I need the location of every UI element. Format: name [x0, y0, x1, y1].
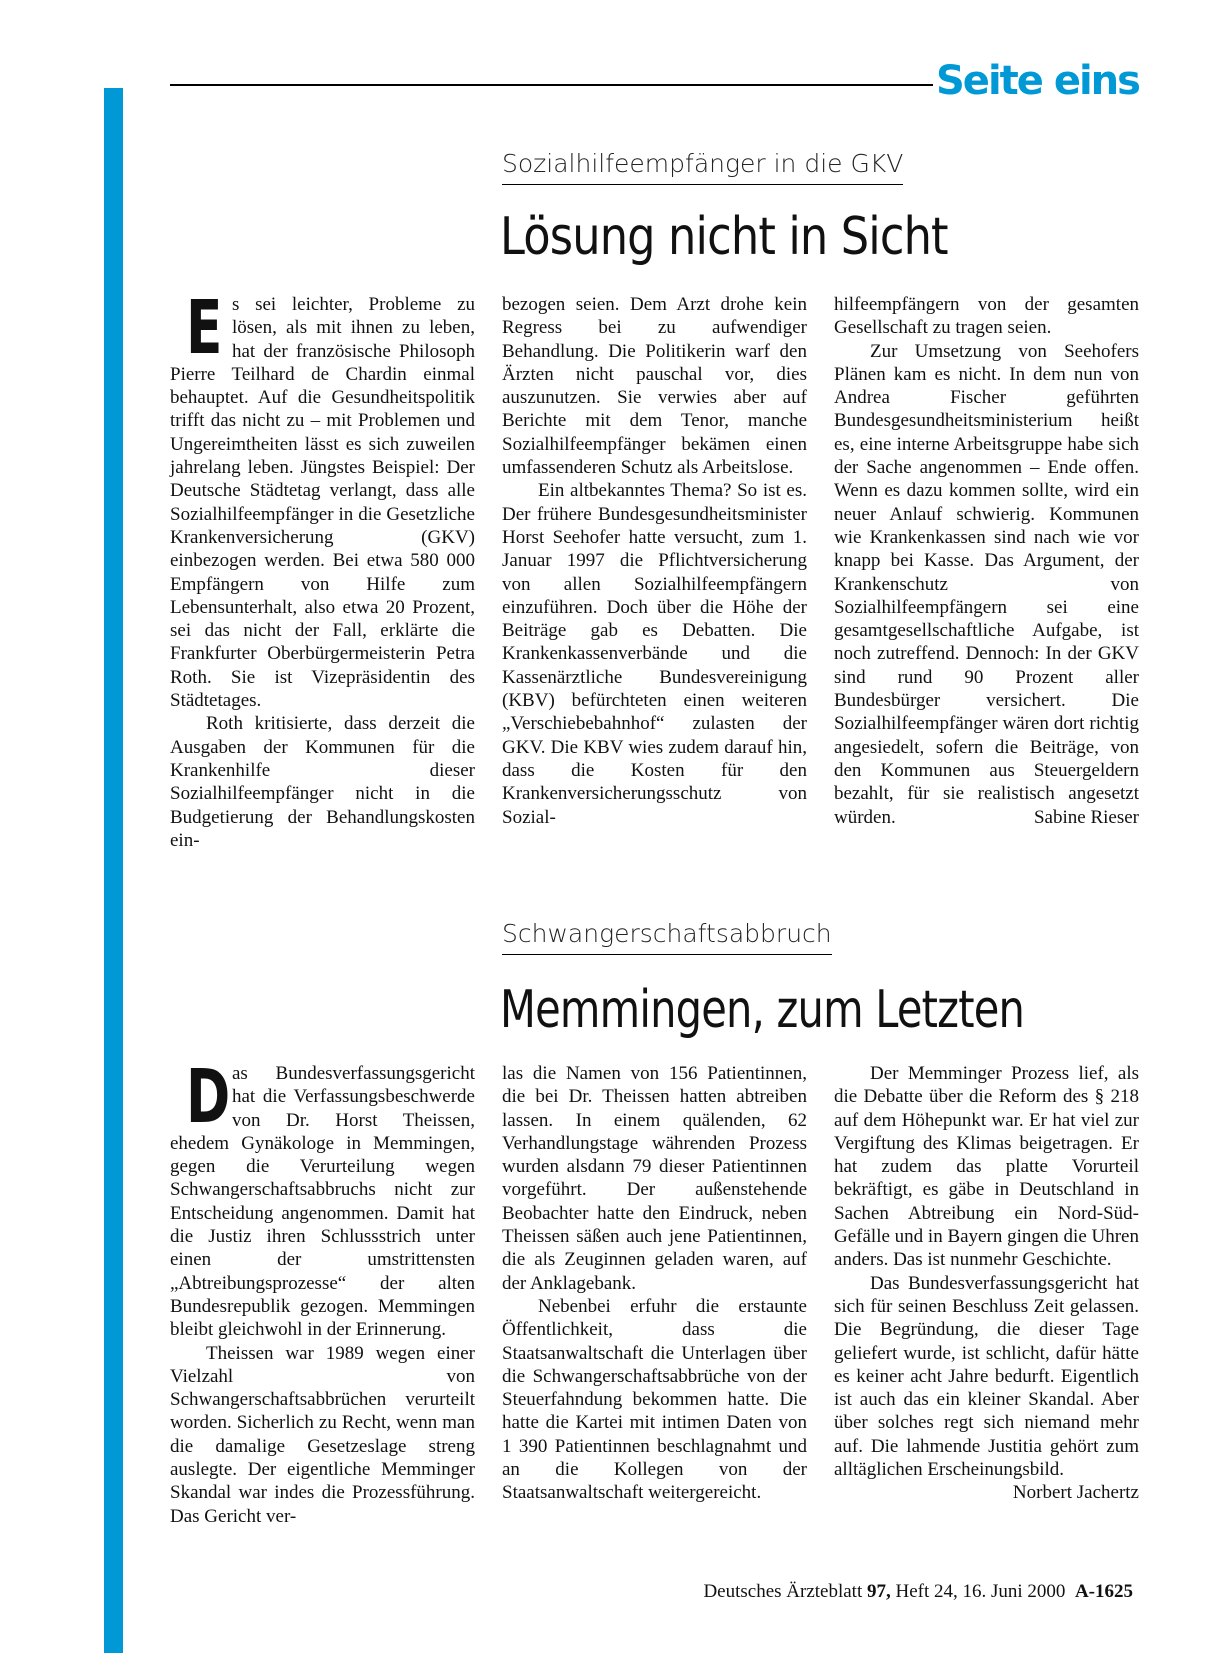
- page-footer: [703, 1581, 1133, 1603]
- article2-headline: Memmingen, zum Letzten: [500, 980, 1025, 1040]
- article2-kicker: Schwangerschaftsabbruch: [502, 918, 832, 955]
- article1-paragraph: hilfeempfängern von der gesamten Gesellschaft zu tragen seien.: [834, 294, 1139, 339]
- article1-column-2: [502, 293, 807, 829]
- article1-column-1: [170, 285, 475, 852]
- article1-paragraph: Ein altbekanntes Thema? So ist es. Der frühere Bundesgesundheitsminister Horst Seehofer hatte versucht, zum 1. Januar 1997 die Pflichtversicherung von allen Sozialhilfeempfängern einzuführen. Doch über die Höhe der Beiträge gab es Debatten. Die Krankenkassenverbände und die Kassenärztliche Bundesvereinigung (KBV) befürchteten einen weiteren „Verschiebebahnhof“ zulasten der GKV. Die KBV wies zudem darauf hin, dass die Kosten für den Krankenversicherungsschutz von Sozial-: [502, 480, 807, 828]
- article1-paragraph: Roth kritisierte, dass derzeit die Ausgaben der Kommunen für die Krankenhilfe dieser Sozialhilfeempfänger nicht in die Budgetierung der Behandlungskosten ein-: [170, 713, 475, 851]
- article1-paragraph: bezogen seien. Dem Arzt drohe kein Regress bei zu aufwendiger Behandlung. Die Politikerin warf den Ärzten nicht pauschal vor, dies auszunutzen. Sie verwies aber auf Berichte mit dem Tenor, manche Sozialhilfeempfänger bekämen einen umfassenderen Schutz als Arbeitslose.: [502, 294, 807, 479]
- article2-column-1: [170, 1054, 475, 1528]
- article2-author: Norbert Jachertz: [1012, 1482, 1139, 1504]
- article2-column-2: [502, 1062, 807, 1505]
- article2-column-3: [834, 1062, 1139, 1505]
- article1-headline: Lösung nicht in Sicht: [500, 207, 948, 267]
- article2-paragraph: Theissen war 1989 wegen einer Vielzahl von Schwangerschaftsabbrüchen verurteilt worden. Sicherlich zu Recht, wenn man die damalige Gesetzeslage streng auslegte. Der eigentliche Memminger Skandal war indes die Prozessführung. Das Gericht ver-: [170, 1342, 475, 1527]
- blue-margin-bar: [104, 88, 123, 1653]
- footer-issue-date: Heft 24, 16. Juni 2000: [895, 1581, 1066, 1602]
- footer-volume: 97,: [867, 1581, 891, 1602]
- section-label: Seite eins: [936, 58, 1139, 104]
- top-rule: [170, 84, 933, 86]
- article1-column-3: [834, 293, 1139, 829]
- article1-dropcap: E: [186, 285, 223, 371]
- article1-author: Sabine Rieser: [1033, 806, 1139, 828]
- article1-kicker: Sozialhilfeempfänger in die GKV: [502, 148, 903, 185]
- article2-paragraph: as Bundesverfassungsgericht hat die Verfassungsbeschwerde von Dr. Horst Theissen, ehedem Gynäkologe in Memmingen, gegen die Verurteilung wegen Schwangerschaftsabbruchs nicht zur Entscheidung angenommen. Damit hat die Justiz ihren Schlussstrich unter einen der umstrittensten „Abtreibungsprozesse“ der alten Bundesrepublik gezogen. Memmingen bleibt gleichwohl in der Erinnerung.: [170, 1063, 475, 1341]
- article2-dropcap: D: [186, 1054, 231, 1140]
- article2-paragraph: las die Namen von 156 Patientinnen, die bei Dr. Theissen hatten abtreiben lassen. In einem quälenden, 62 Verhandlungstage währenden Prozess wurden alsdann 79 dieser Patientinnen vorgeführt. Der außenstehende Beobachter hatte den Eindruck, neben Theissen säßen auch jene Patientinnen, die als Zeuginnen geladen waren, auf der Anklagebank.: [502, 1063, 807, 1294]
- article1-paragraph: Zur Umsetzung von Seehofers Plänen kam es nicht. In dem nun von Andrea Fischer geführten Bundesgesundheitsministerium heißt es, eine interne Arbeitsgruppe habe sich der Sache angenommen – Ende offen. Wenn es dazu kommen sollte, wird ein neuer Anlauf schwierig. Kommunen wie Krankenkassen sind nach wie vor knapp bei Kasse. Das Argument, der Krankenschutz von Sozialhilfeempfängern sei eine gesamtgesellschaftliche Aufgabe, ist noch zutreffend. Dennoch: In der GKV sind rund 90 Prozent aller Bundesbürger versichert. Die Sozialhilfeempfänger wären dort richtig angesiedelt, sofern die Beiträge, von den Kommunen aus Steuergeldern bezahlt, für sie realistisch angesetzt würden. Sabine Rieser: [834, 340, 1139, 828]
- footer-journal: Deutsches Ärzteblatt: [703, 1581, 863, 1602]
- article1-paragraph: s sei leichter, Probleme zu lösen, als mit ihnen zu leben, hat der französische Philosoph Pierre Teilhard de Chardin einmal behauptet. Auf die Gesundheitspolitik trifft das nicht zu – mit Problemen und Ungereimtheiten lässt es sich zuweilen jahrelang leben. Jüngstes Beispiel: Der Deutsche Städtetag verlangt, dass alle Sozialhilfeempfänger in die Gesetzliche Krankenversicherung (GKV) einbezogen werden. Bei etwa 580 000 Empfängern von Hilfe zum Lebensunterhalt, also etwa 20 Prozent, sei das nicht der Fall, erklärte die Frankfurter Oberbürgermeisterin Petra Roth. Sie ist Vizepräsidentin des Städtetages.: [170, 294, 475, 712]
- article2-paragraph: Das Bundesverfassungsgericht hat sich für seinen Beschluss Zeit gelassen. Die Begründung, die dieser Tage geliefert wurde, ist schlicht, dafür hätte es keiner acht Jahre bedurft. Eigentlich ist auch das ein kleiner Skandal. Aber über solches regt sich niemand mehr auf. Die lahmende Justitia gehört zum alltäglichen Erscheinungsbild. Norbert Jachertz: [834, 1272, 1139, 1504]
- footer-page-number: A-1625: [1074, 1581, 1133, 1602]
- article2-paragraph: Der Memminger Prozess lief, als die Debatte über die Reform des § 218 auf dem Höhepunkt war. Er hat viel zur Vergiftung des Klimas beigetragen. Er hat zudem das platte Vorurteil bekräftigt, es gäbe in Deutschland in Sachen Abtreibung ein Nord-Süd-Gefälle und in Bayern gingen die Uhren anders. Das ist nunmehr Geschichte.: [834, 1063, 1139, 1271]
- article2-paragraph: Nebenbei erfuhr die erstaunte Öffentlichkeit, dass die Staatsanwaltschaft die Unterlagen über die Schwangerschaftsabbrüche von der Steuerfahndung bekommen hatte. Die hatte die Kartei mit intimen Daten von 1 390 Patientinnen beschlagnahmt und an die Kollegen von der Staatsanwaltschaft weitergereicht.: [502, 1295, 807, 1504]
